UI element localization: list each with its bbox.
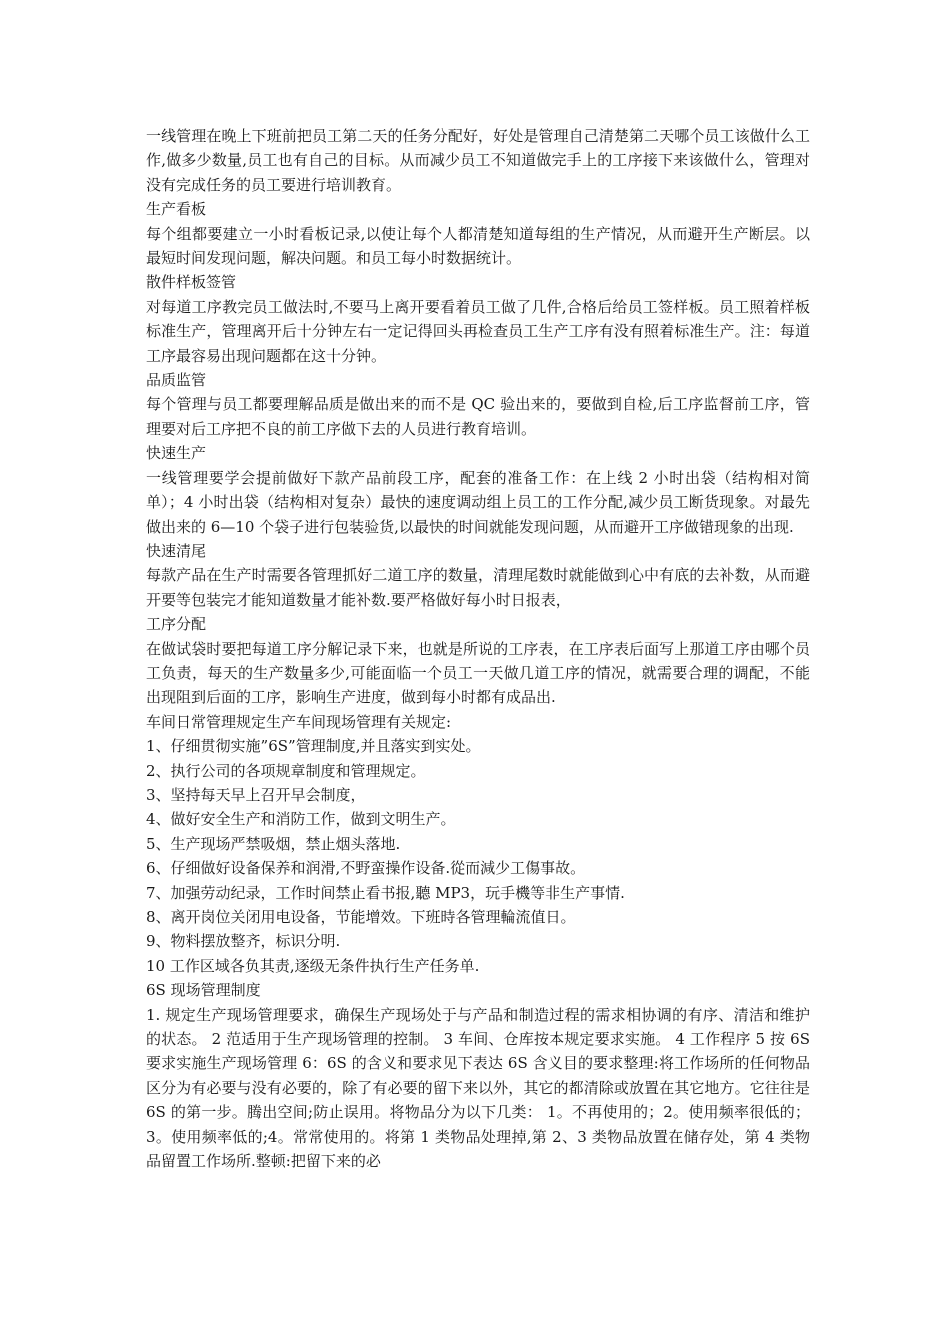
section-heading-production-board: 生产看板 [146,200,207,219]
section-body-quality: 每个管理与员工都要理解品质是做出来的而不是 QC 验出来的，要做到自检,后工序监督前工序，管理要对后工序把不良的前工序做下去的人员进行教育培训。 [146,395,810,438]
rule-item: 10 工作区域各负其责,逐级无条件执行生产任务单. [146,956,480,975]
rule-item: 4、做好安全生产和消防工作，做到文明生产。 [146,810,456,829]
rules-heading: 车间日常管理规定生产车间现场管理有关规定: [146,712,452,731]
section-body-sample-sign: 对每道工序教完员工做法时,不要马上离开要看着员工做了几件,合格后给员工签样板。员工照着样板标准生产，管理离开后十分钟左右一定记得回头再检查员工生产工序有没有照着标准生产。注：每道工序最容易出现问题都在这十分钟。 [146,297,810,365]
rule-item: 2、执行公司的各项规章制度和管理规定。 [146,761,426,780]
section-heading-fast-cleanup: 快速清尾 [146,541,207,560]
section-heading-fast-production: 快速生产 [146,444,207,463]
section-heading-sample-sign: 散件样板签管 [146,273,237,292]
rule-item: 9、物料摆放整齐，标识分明. [146,932,341,951]
intro-paragraph: 一线管理在晚上下班前把员工第二天的任务分配好，好处是管理自己清楚第二天哪个员工该做什么工作,做多少数量,员工也有自己的目标。从而减少员工不知道做完手上的工序接下来该做什么，管理对没有完成任务的员工要进行培训教育。 [146,127,810,194]
rule-item: 6、仔细做好设备保养和润滑,不野蛮操作设备.從而減少工傷事故。 [146,859,586,878]
section-body-process-allocation: 在做试袋时要把每道工序分解记录下来，也就是所说的工序表，在工序表后面写上那道工序由哪个员工负责，每天的生产数量多少,可能面临一个员工一天做几道工序的情况，就需要合理的调配，不能出现阻到后面的工序，影响生产进度，做到每小时都有成品出. [146,639,810,707]
six-s-body: 1. 规定生产现场管理要求，确保生产现场处于与产品和制造过程的需求相协调的有序、清洁和维护的状态。 2 范适用于生产现场管理的控制。 3 车间、仓库按本规定要求实施。 4 工作程序 5 按 6S 要求实施生产现场管理 6：6S 的含义和要求见下表达 6S 含义目的要求整理:将工作场所的任何物品区分为有必要与没有必要的，除了有必要的留下来以外，其它的都清除或放置在其它地方。它往往是 6S 的第一步。腾出空间;防止误用。将物品分为以下几类： 1。不再使用的；2。使用频率很低的；3。使用频率低的;4。常常使用的。将第 1 类物品处理掉,第 2、3 类物品放置在储存处，第 4 类物品留置工作场所.整顿:把留下来的必 [146,1005,810,1171]
rule-item: 7、加强劳动纪录，工作时间禁止看书报,聽 MP3，玩手機等非生产事情. [146,883,625,902]
six-s-heading: 6S 现场管理制度 [146,981,261,1000]
rule-item: 3、坚持每天早上召开早会制度， [146,785,366,804]
rule-item: 5、生产现场严禁吸烟，禁止烟头落地. [146,834,401,853]
rule-item: 1、仔细贯彻实施”6S”管理制度,并且落实到实处。 [146,737,481,756]
section-body-production-board: 每个组都要建立一小时看板记录,以使让每个人都清楚知道每组的生产情况，从而避开生产断层。以最短时间发现问题，解决问题。和员工每小时数据统计。 [146,224,810,268]
document-page [146,124,810,1173]
rule-item: 8、离开岗位关闭用电设备，节能增效。下班時各管理輪流值日。 [146,908,576,926]
section-heading-quality: 品质监管 [146,371,207,390]
section-body-fast-production: 一线管理要学会提前做好下款产品前段工序，配套的准备工作：在上线 2 小时出袋（结构相对简单）；4 小时出袋（结构相对复杂）最快的速度调动组上员工的工作分配,减少员工断货现象。对最先做出来的 6—10 个袋子进行包装验货,以最快的时间就能发现问题，从而避开工序做错现象的出现. [146,468,810,536]
section-heading-process-allocation: 工序分配 [146,615,207,634]
section-body-fast-cleanup: 每款产品在生产时需要各管理抓好二道工序的数量，清理尾数时就能做到心中有底的去补数，从而避开要等包装完才能知道数量才能补数.要严格做好每小时日报表， [146,566,810,609]
